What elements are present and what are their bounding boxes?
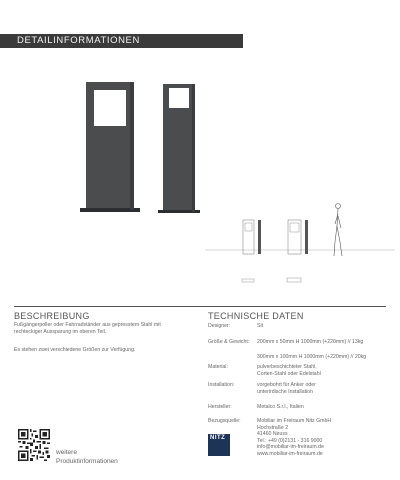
page-title: DETAILINFORMATIONEN (17, 35, 140, 46)
description-text (14, 322, 194, 335)
small-bollard (158, 84, 200, 213)
qr-caption-line: weitere (56, 449, 77, 456)
description-note: Es stehen zwei verschiedene Größen zur Verfügung. (14, 347, 136, 353)
spec-value-line: www.mobiliar-im-freiraum.de (257, 450, 323, 457)
spec-value: Sit (257, 323, 264, 329)
spec-value-line: unterirdische Installation (257, 388, 313, 395)
spec-value-line: Hochstraße 2 (257, 424, 289, 431)
spec-label: Größe & Gewicht: (208, 339, 250, 345)
qr-code-icon[interactable] (18, 429, 50, 461)
description-title: BESCHREIBUNG (14, 311, 90, 321)
nitz-logo (208, 434, 230, 456)
spec-label: Designer: (208, 323, 231, 329)
spec-value-line: Tel.: +49 (0)2131 - 316 9000 (257, 437, 323, 444)
spec-label: Hersteller: (208, 404, 232, 410)
section-divider (14, 306, 386, 307)
spec-label: Material: (208, 364, 228, 370)
logo-text: NITZ (210, 435, 226, 441)
spec-value (257, 382, 397, 395)
spec-value: Metalco S.r.l., Italien (257, 404, 304, 410)
human-figure (334, 204, 342, 257)
description-line: rechteckiger Aussparung im oberen Teil. (14, 328, 107, 335)
spec-value-line: info@mobiliar-im-freiraum.de (257, 444, 324, 451)
spec-label: Bezugsquelle: (208, 418, 241, 424)
spec-value-line: pulverbeschichteter Stahl, (257, 364, 317, 370)
product-photo (60, 70, 210, 220)
qr-caption (56, 449, 118, 466)
large-bollard (80, 82, 140, 212)
description-line: Fußgängerpoller oder Fahrradständer aus gepresstem Stahl mit (14, 322, 161, 328)
spec-value-line: vorgebohrt für Anker oder (257, 382, 316, 388)
qr-caption-line: Produktinformationen (56, 457, 118, 465)
technical-drawing (205, 192, 395, 292)
technical-title: TECHNISCHE DATEN (208, 311, 304, 321)
spec-value-line: Corten-Stahl oder Edelstahl (257, 370, 321, 377)
spec-value (257, 339, 397, 360)
spec-value-line: 300mm x 100mm H 1000mm (+220mm) // 20kg (257, 353, 367, 360)
spec-value (257, 364, 397, 377)
spec-value-line: 41460 Neuss (257, 431, 288, 438)
spec-value-line: 200mm x 50mm H 1000mm (+220mm) // 13kg (257, 339, 364, 345)
spec-value-line: Mobiliar im Freiraum Nitz GmbH (257, 418, 332, 424)
spec-label: Installation: (208, 382, 235, 388)
spec-value (257, 418, 397, 458)
